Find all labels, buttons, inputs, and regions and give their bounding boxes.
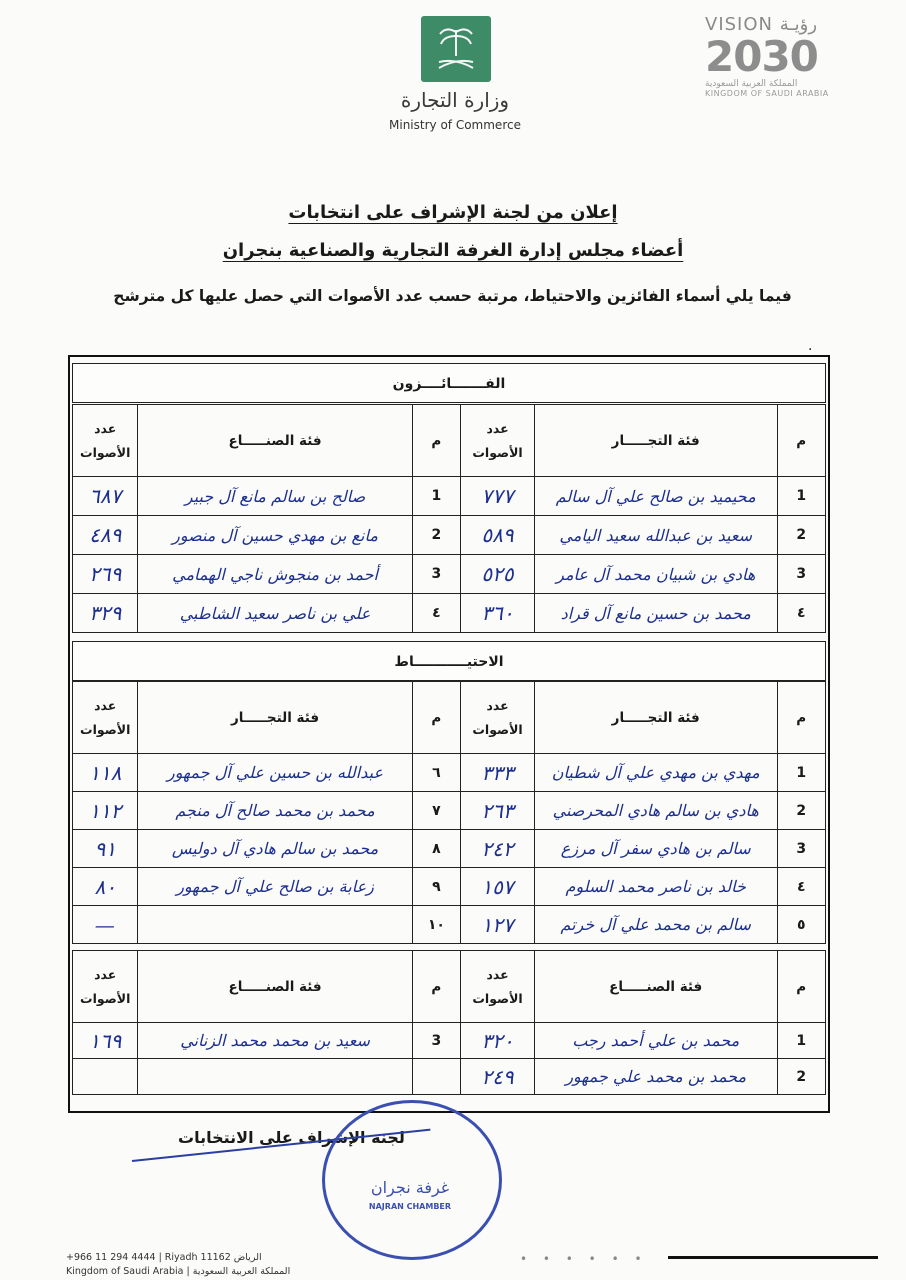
table-row: 2 سعيد بن عبدالله سعيد اليامي ٥٨٩ 2 مانع بن مهدي حسين آل منصور ٤٨٩ bbox=[73, 516, 826, 555]
traders-header-left: فئة التجـــــار bbox=[138, 682, 412, 754]
trader-name: سعيد بن عبدالله سعيد اليامي bbox=[534, 516, 777, 555]
reserve-section-title: الاحتيـــــــــــاط bbox=[72, 641, 826, 681]
industry-name-2 bbox=[138, 1059, 412, 1095]
traders-header: فئة التجـــــار bbox=[534, 682, 777, 754]
footer-contact: +966 11 294 4444 | Riyadh 11162 الرياض bbox=[66, 1252, 262, 1263]
trader-name-2 bbox=[138, 906, 412, 944]
intro-text: فيما يلي أسماء الفائزين والاحتياط، مرتبة حسب عدد الأصوات التي حصل عليها كل مترشح bbox=[113, 287, 792, 305]
table-row: 3 هادي بن شبيان محمد آل عامر ٥٢٥ 3 أحمد بن منجوش ناجي الهمامي ٢٦٩ bbox=[73, 555, 826, 594]
title-line-2: أعضاء مجلس إدارة الغرفة التجارية والصناعية بنجران bbox=[222, 240, 684, 261]
trader-votes-2: ١١٢ bbox=[73, 792, 138, 830]
votes-header-2: عدد الأصوات bbox=[73, 405, 138, 477]
industry-name: مانع بن مهدي حسين آل منصور bbox=[138, 516, 412, 555]
table-row: 1 مهدي بن مهدي علي آل شطيان ٣٣٣ ٦ عبدالله بن حسين علي آل جمهور ١١٨ bbox=[73, 754, 826, 792]
industry-name: محمد بن علي أحمد رجب bbox=[534, 1023, 777, 1059]
table-row: ٥ سالم بن محمد علي آل خرتم ١٢٧ ١٠ — bbox=[73, 906, 826, 944]
industry-name: علي بن ناصر سعيد الشاطبي bbox=[138, 594, 412, 633]
industry-votes: ٢٦٩ bbox=[73, 555, 138, 594]
trader-votes-2: ٩١ bbox=[73, 830, 138, 868]
trader-name-2: زعابة بن صالح علي آل جمهور bbox=[138, 868, 412, 906]
title-line-1: إعلان من لجنة الإشراف على انتخابات bbox=[288, 202, 618, 223]
ministry-logo bbox=[421, 16, 491, 82]
industry-votes-2: ١٦٩ bbox=[73, 1023, 138, 1059]
industry-votes: ٦٨٧ bbox=[73, 477, 138, 516]
palm-swords-emblem-icon bbox=[421, 16, 491, 82]
vision-kingdom-en: KINGDOM OF SAUDI ARABIA bbox=[705, 89, 829, 98]
trader-votes: ٥٢٥ bbox=[461, 555, 535, 594]
trader-name-2: محمد بن محمد صالح آل منجم bbox=[138, 792, 412, 830]
industry-header: فئة الصنـــــاع bbox=[138, 405, 412, 477]
table-row: 1 محمد بن علي أحمد رجب ٣٢٠ 3 سعيد بن محمد محمد الزناني ١٦٩ bbox=[73, 1023, 826, 1059]
industry-votes: ٤٨٩ bbox=[73, 516, 138, 555]
votes-header: عدد الأصوات bbox=[461, 682, 535, 754]
trader-name-2: عبدالله بن حسين علي آل جمهور bbox=[138, 754, 412, 792]
trader-votes-2: ٨٠ bbox=[73, 868, 138, 906]
industry-header: فئة الصنـــــاع bbox=[534, 951, 777, 1023]
industry-votes-2 bbox=[73, 1059, 138, 1095]
industry-name: صالح بن سالم مانع آل جبير bbox=[138, 477, 412, 516]
trader-name: سالم بن هادي سفر آل مرزع bbox=[534, 830, 777, 868]
trader-name: هادي بن سالم هادي المحرصني bbox=[534, 792, 777, 830]
trader-votes: ٧٧٧ bbox=[461, 477, 535, 516]
footer-rule bbox=[668, 1256, 878, 1259]
table-row: 3 سالم بن هادي سفر آل مرزع ٢٤٢ ٨ محمد بن سالم هادي آل دوليس ٩١ bbox=[73, 830, 826, 868]
trader-votes: ١٢٧ bbox=[461, 906, 535, 944]
trader-name: محيميد بن صالح علي آل سالم bbox=[534, 477, 777, 516]
footer-dots: • • • • • • bbox=[520, 1252, 648, 1266]
votes-header: عدد الأصوات bbox=[461, 405, 535, 477]
ministry-name-en: Ministry of Commerce bbox=[389, 118, 521, 132]
table-header-row bbox=[73, 405, 826, 477]
footer-country: Kingdom of Saudi Arabia | المملكة العربية السعودية bbox=[66, 1266, 291, 1277]
industry-votes: ٣٢٩ bbox=[73, 594, 138, 633]
trader-votes: ٣٣٣ bbox=[461, 754, 535, 792]
vision-label: VISION رؤيـة bbox=[705, 14, 818, 35]
m-header: م bbox=[777, 405, 826, 477]
trader-votes-2: ١١٨ bbox=[73, 754, 138, 792]
votes-header-2: عدد الأصوات bbox=[73, 682, 138, 754]
table-row: 2 هادي بن سالم هادي المحرصني ٢٦٣ ٧ محمد بن محمد صالح آل منجم ١١٢ bbox=[73, 792, 826, 830]
winners-table bbox=[72, 404, 826, 633]
trader-name: خالد بن ناصر محمد السلوم bbox=[534, 868, 777, 906]
table-row: 2 محمد بن محمد علي جمهور ٢٤٩ bbox=[73, 1059, 826, 1095]
votes-header-2: عدد الأصوات bbox=[73, 951, 138, 1023]
table-row: ٤ خالد بن ناصر محمد السلوم ١٥٧ ٩ زعابة بن صالح علي آل جمهور ٨٠ bbox=[73, 868, 826, 906]
committee-signature-label: لجنة الإشراف على الانتخابات bbox=[178, 1128, 405, 1147]
vision-kingdom-ar: المملكة العربية السعودية bbox=[705, 79, 798, 89]
trader-votes: ٣٦٠ bbox=[461, 594, 535, 633]
votes-header: عدد الأصوات bbox=[461, 951, 535, 1023]
vision-2030-logo bbox=[705, 14, 855, 98]
industry-name: أحمد بن منجوش ناجي الهمامي bbox=[138, 555, 412, 594]
stamp-text-en: NAJRAN CHAMBER bbox=[368, 1202, 452, 1211]
stray-dot: . bbox=[808, 338, 813, 354]
table-header-row: م فئة التجـــــار عدد الأصوات م فئة التجـــــار عدد الأصوات bbox=[73, 682, 826, 754]
industry-votes: ٣٢٠ bbox=[461, 1023, 535, 1059]
trader-name: سالم بن محمد علي آل خرتم bbox=[534, 906, 777, 944]
trader-name: محمد بن حسين مانع آل قراد bbox=[534, 594, 777, 633]
trader-name-2: محمد بن سالم هادي آل دوليس bbox=[138, 830, 412, 868]
m-header-2: م bbox=[412, 405, 461, 477]
ministry-name-ar: وزارة التجارة bbox=[400, 88, 510, 112]
winners-section-title: الفـــــــائــــزون bbox=[72, 363, 826, 403]
trader-votes: ٢٤٢ bbox=[461, 830, 535, 868]
trader-name: هادي بن شبيان محمد آل عامر bbox=[534, 555, 777, 594]
table-row: 1 محيميد بن صالح علي آل سالم ٧٧٧ 1 صالح بن سالم مانع آل جبير ٦٨٧ bbox=[73, 477, 826, 516]
traders-header: فئة التجـــــار bbox=[534, 405, 777, 477]
trader-votes: ١٥٧ bbox=[461, 868, 535, 906]
industry-reserve-table bbox=[72, 950, 826, 1095]
industry-name-2: سعيد بن محمد محمد الزناني bbox=[138, 1023, 412, 1059]
table-header-row: م فئة الصنـــــاع عدد الأصوات م فئة الصنـــــاع عدد الأصوات bbox=[73, 951, 826, 1023]
reserve-table bbox=[72, 681, 826, 944]
trader-votes: ٢٦٣ bbox=[461, 792, 535, 830]
vision-year: 2030 bbox=[705, 32, 818, 81]
industry-votes: ٢٤٩ bbox=[461, 1059, 535, 1095]
industry-name: محمد بن محمد علي جمهور bbox=[534, 1059, 777, 1095]
trader-votes-2: — bbox=[73, 906, 138, 944]
trader-votes: ٥٨٩ bbox=[461, 516, 535, 555]
table-row: ٤ محمد بن حسين مانع آل قراد ٣٦٠ ٤ علي بن ناصر سعيد الشاطبي ٣٢٩ bbox=[73, 594, 826, 633]
industry-header-left: فئة الصنـــــاع bbox=[138, 951, 412, 1023]
trader-name: مهدي بن مهدي علي آل شطيان bbox=[534, 754, 777, 792]
stamp-text-ar: غرفة نجران bbox=[370, 1178, 450, 1197]
